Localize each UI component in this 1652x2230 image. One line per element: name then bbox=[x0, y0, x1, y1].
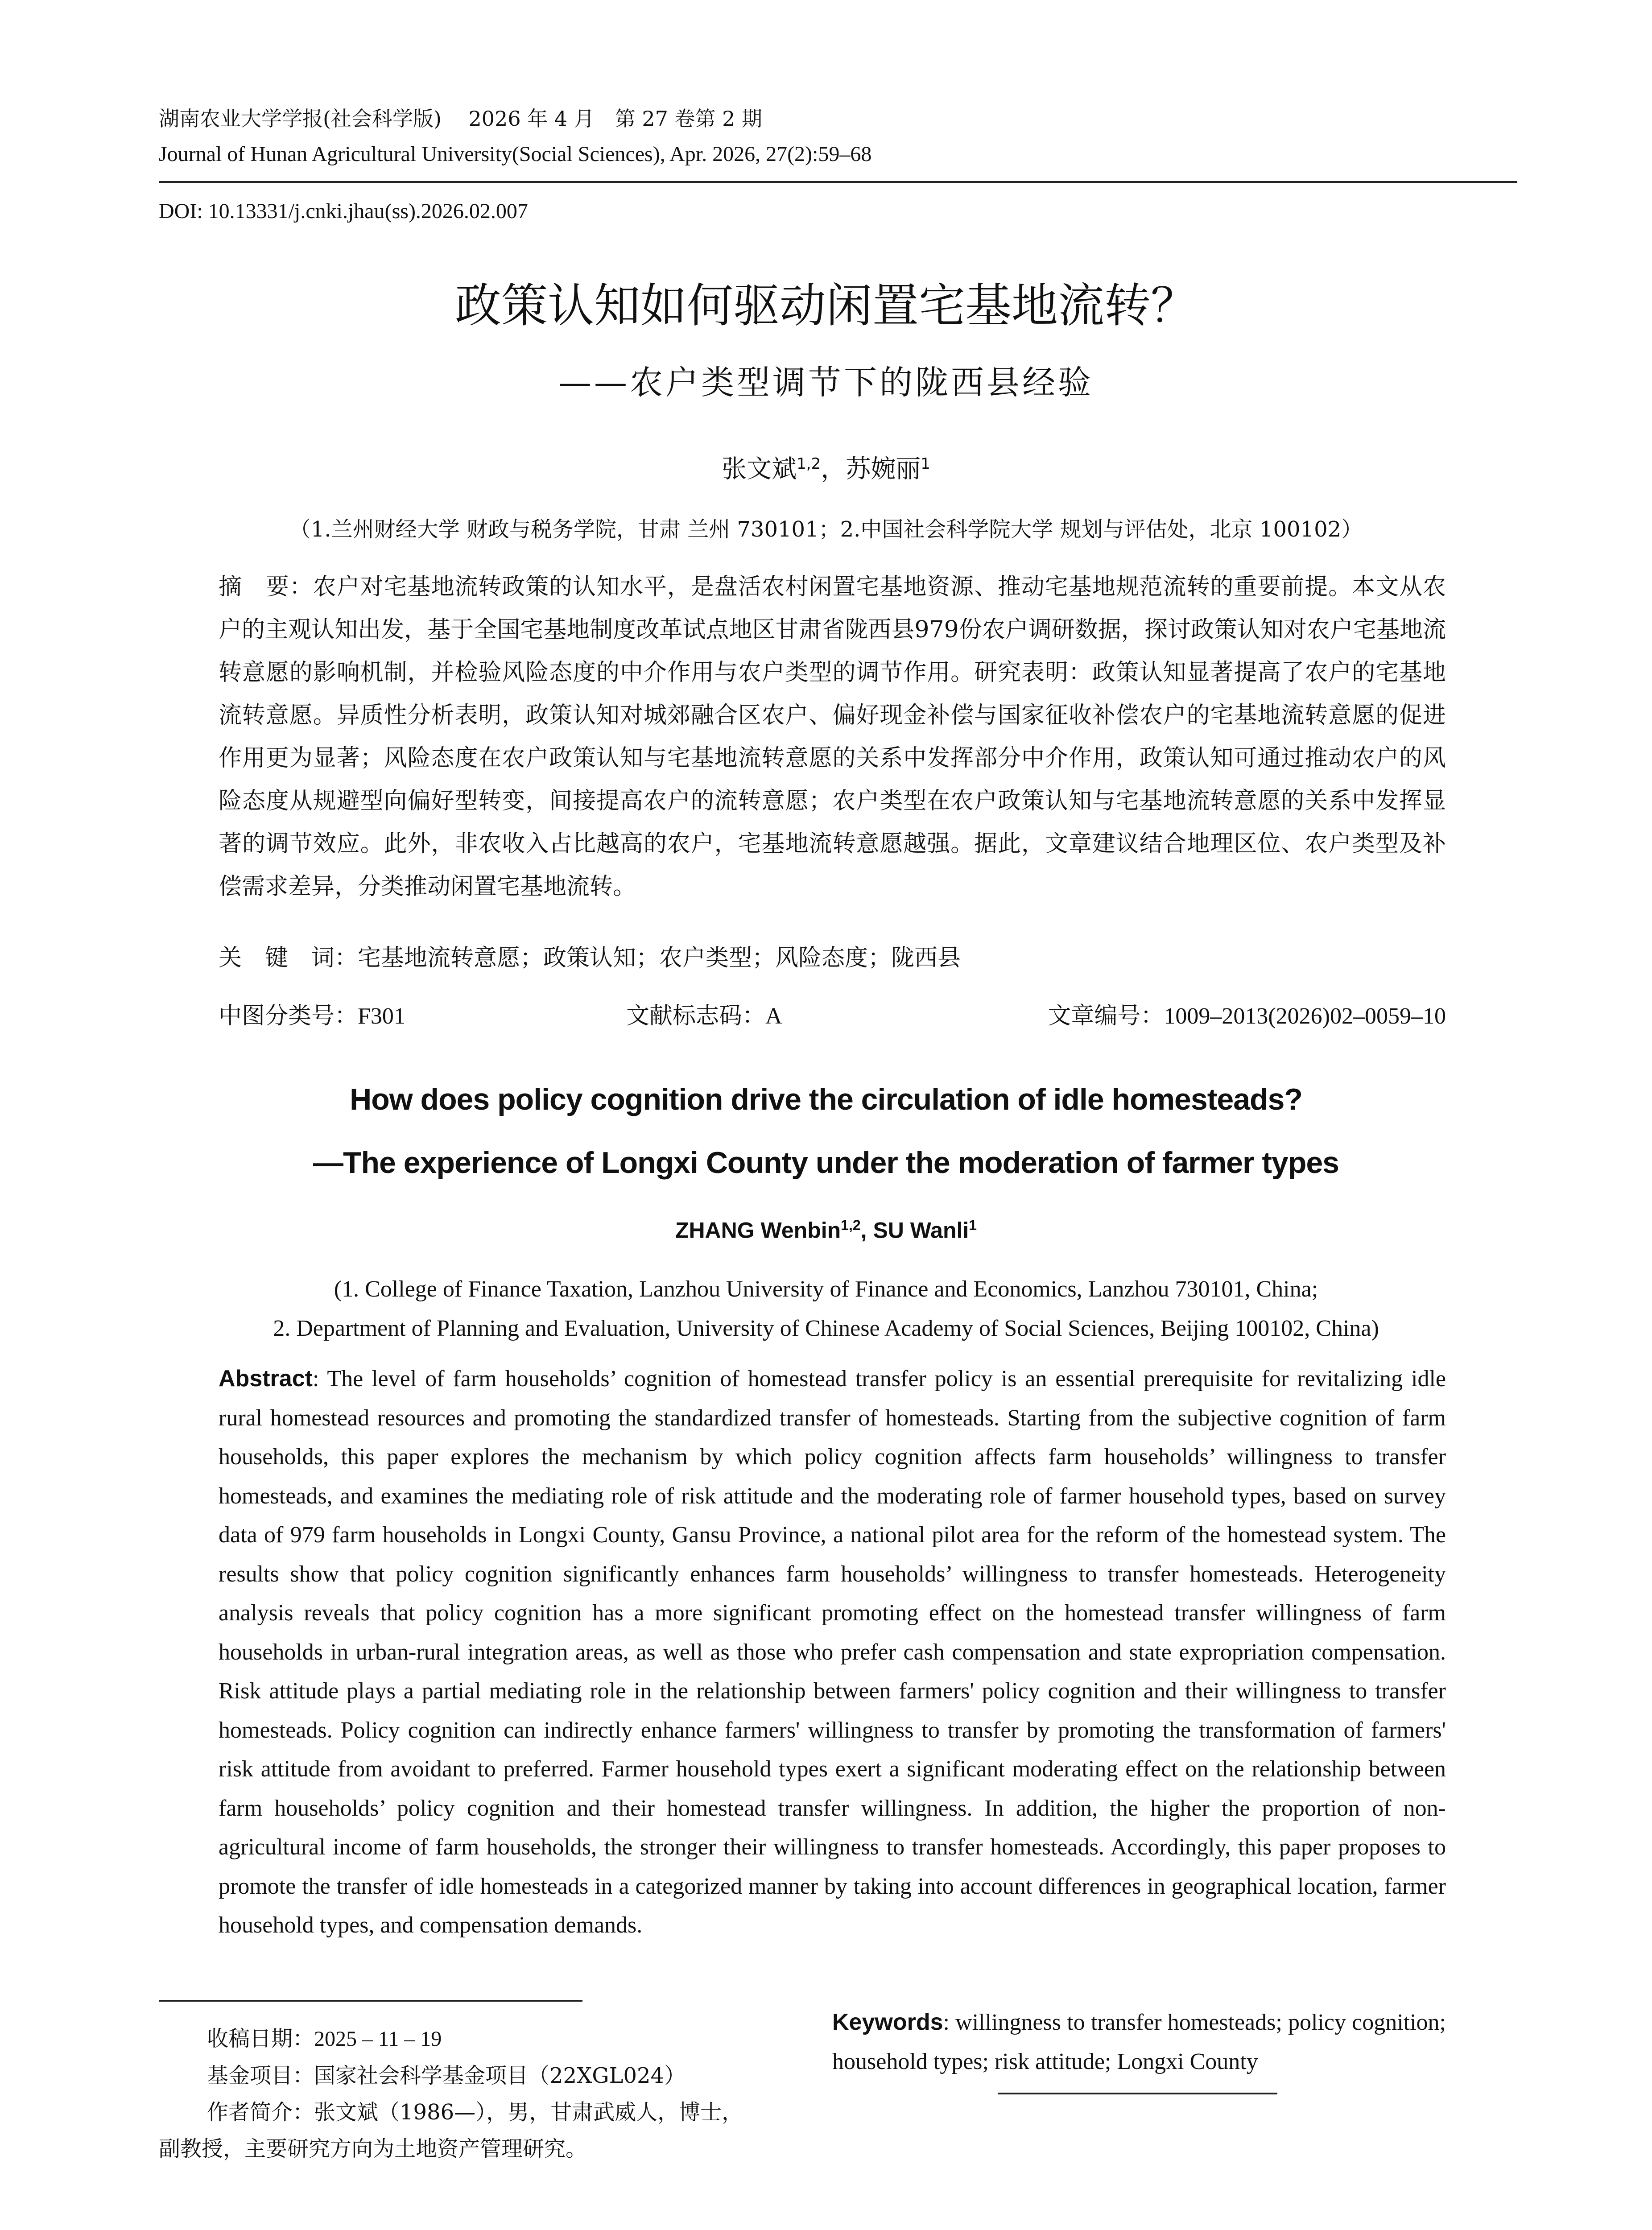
keywords-en-label: Keywords bbox=[832, 2009, 943, 2035]
author-bio-continued: 副教授，主要研究方向为土地资产管理研究。 bbox=[159, 2136, 587, 2161]
abstract-en-label: Abstract bbox=[219, 1366, 313, 1392]
abstract-cn-text: 农户对宅基地流转政策的认知水平，是盘活农村闲置宅基地资源、推动宅基地规范流转的重要前提。本文从农户的主观认知出发，基于全国宅基地制度改革试点地区甘肃省陇西县979份农户调研数据，探讨政策认知对农户宅基地流转意愿的影响机制，并检验风险态度的中介作用与农户类型的调节作用。研究表明：政策认知显著提高了农户的宅基地流转意愿。异质性分析表明，政策认知对城郊融合区农户、偏好现金补偿与国家征收补偿农户的宅基地流转意愿的促进作用更为显著；风险态度在农户政策认知与宅基地流转意愿的关系中发挥部分中介作用，政策认知可通过推动农户的风险态度从规避型向偏好型转变，间接提高农户的流转意愿；农户类型在农户政策认知与宅基地流转意愿的关系中发挥显著的调节效应。此外，非农收入占比越高的农户，宅基地流转意愿越强。据此，文章建议结合地理区位、农户类型及补偿需求差异，分类推动闲置宅基地流转。 bbox=[219, 574, 1446, 900]
clc-number bbox=[219, 998, 405, 1034]
title-en: How does policy cognition drive the circulation of idle homesteads? bbox=[350, 1082, 1302, 1116]
author-name: ZHANG Wenbin bbox=[675, 1218, 841, 1243]
keywords-end-rule bbox=[998, 2093, 1277, 2094]
footnote-rule bbox=[159, 2000, 582, 2002]
author-superscript: 1 bbox=[921, 455, 930, 473]
authors-cn bbox=[0, 446, 1652, 487]
abstract-en-text: : The level of farm households’ cognition of homestead transfer policy is an essential prerequisite for revitalizing idle rural homestead resources and promoting the standardized transfer of homesteads. Starting from the subjective cognition of farm households, this paper explores the mechanism by which policy cognition affects farm households’ willingness to transfer homesteads, and examines the mediating role of risk attitude and the moderating role of farmer household types, based on survey data of 979 farm households in Longxi County, Gansu Province, a national pilot area for the reform of the homestead system. The results show that policy cognition significantly enhances farm households’ willingness to transfer homesteads. Heterogeneity analysis reveals that policy cognition has a more significant promoting effect on the homestead transfer willingness of farm households in urban-rural integration areas, as well as those who prefer cash compensation and state expropriation compensation. Risk attitude plays a partial mediating role in the relationship between farmers' policy cognition and their willingness to transfer homesteads. Policy cognition can indirectly enhance farmers' willingness to transfer by promoting the transformation of farmers' risk attitude from avoidant to preferred. Farmer household types exert a significant moderating effect on the relationship between farm households’ policy cognition and their homestead transfer willingness. In addition, the higher the proportion of non-agricultural income of farm households, the stronger their willingness to transfer homesteads. Accordingly, this paper proposes to promote the transfer of idle homesteads in a categorized manner by taking into account differences in geographical location, farmer household types, and compensation demands. bbox=[219, 1366, 1446, 1938]
fund-project bbox=[159, 2057, 855, 2094]
author-superscript: 1 bbox=[969, 1217, 977, 1233]
keywords-cn-text: 宅基地流转意愿；政策认知；农户类型；风险态度；陇西县 bbox=[358, 945, 961, 971]
keywords-en bbox=[832, 2003, 1446, 2081]
keywords-cn-label: 关 键 词： bbox=[219, 945, 358, 971]
abstract-cn-label: 摘 要： bbox=[219, 574, 313, 600]
bio-value-line1: 张文斌（1986—），男，甘肃武威人，博士， bbox=[314, 2100, 743, 2125]
received-date bbox=[159, 2020, 855, 2057]
journal-header-cn: 湖南农业大学学报(社会科学版) 2026 年 4 月 第 27 卷第 2 期 bbox=[159, 107, 763, 131]
author-name: SU Wanli bbox=[873, 1218, 969, 1243]
author-separator: ， bbox=[821, 454, 846, 484]
fund-value: 国家社会科学基金项目（22XGL024） bbox=[314, 2063, 686, 2088]
subtitle-en: —The experience of Longxi County under the moderation of farmer types bbox=[313, 1146, 1339, 1180]
author-superscript: 1,2 bbox=[797, 455, 821, 473]
clc-label: 中图分类号： bbox=[219, 1003, 358, 1029]
header-rule bbox=[159, 181, 1517, 183]
article-number bbox=[1048, 998, 1446, 1034]
article-number-value: 1009–2013(2026)02–0059–10 bbox=[1164, 1004, 1446, 1029]
received-value: 2025 – 11 – 19 bbox=[314, 2027, 442, 2051]
clc-value: F301 bbox=[358, 1004, 405, 1029]
document-code-value: A bbox=[765, 1004, 782, 1029]
affiliation-en-line1: (1. College of Finance Taxation, Lanzhou University of Finance and Economics, Lanzhou 730101, China; bbox=[334, 1276, 1318, 1302]
fund-label: 基金项目： bbox=[207, 2063, 314, 2088]
affiliation-en-line2: 2. Department of Planning and Evaluation, University of Chinese Academy of Social Sciences, Beijing 100102, China) bbox=[273, 1316, 1379, 1341]
document-code-label: 文献标志码： bbox=[626, 1003, 766, 1029]
author-bio bbox=[159, 2094, 855, 2131]
author-separator: , bbox=[860, 1218, 873, 1243]
doi: DOI: 10.13331/j.cnki.jhau(ss).2026.02.007 bbox=[159, 199, 528, 223]
article-number-label: 文章编号： bbox=[1048, 1003, 1164, 1029]
abstract-en bbox=[219, 1359, 1446, 1945]
bio-label: 作者简介： bbox=[207, 2100, 314, 2125]
title-cn: 政策认知如何驱动闲置宅基地流转？ bbox=[454, 278, 1197, 333]
authors-en bbox=[0, 1210, 1652, 1246]
abstract-cn bbox=[219, 566, 1446, 908]
author-superscript: 1,2 bbox=[841, 1217, 861, 1233]
keywords-en-text: : willingness to transfer homesteads; policy cognition; household types; risk attitude; Longxi County bbox=[832, 2010, 1446, 2074]
author-name: 苏婉丽 bbox=[846, 454, 921, 484]
received-label: 收稿日期： bbox=[207, 2026, 314, 2051]
author-name: 张文斌 bbox=[722, 454, 797, 484]
affiliation-cn: （1.兰州财经大学 财政与税务学院，甘肃 兰州 730101；2.中国社会科学院大学 规划与评估处，北京 100102） bbox=[289, 517, 1363, 542]
keywords-cn bbox=[219, 940, 961, 976]
footnotes bbox=[159, 2020, 855, 2167]
journal-header-en: Journal of Hunan Agricultural University(Social Sciences), Apr. 2026, 27(2):59–68 bbox=[159, 142, 872, 166]
document-code bbox=[626, 998, 782, 1034]
subtitle-cn: ——农户类型调节下的陇西县经验 bbox=[558, 363, 1094, 402]
